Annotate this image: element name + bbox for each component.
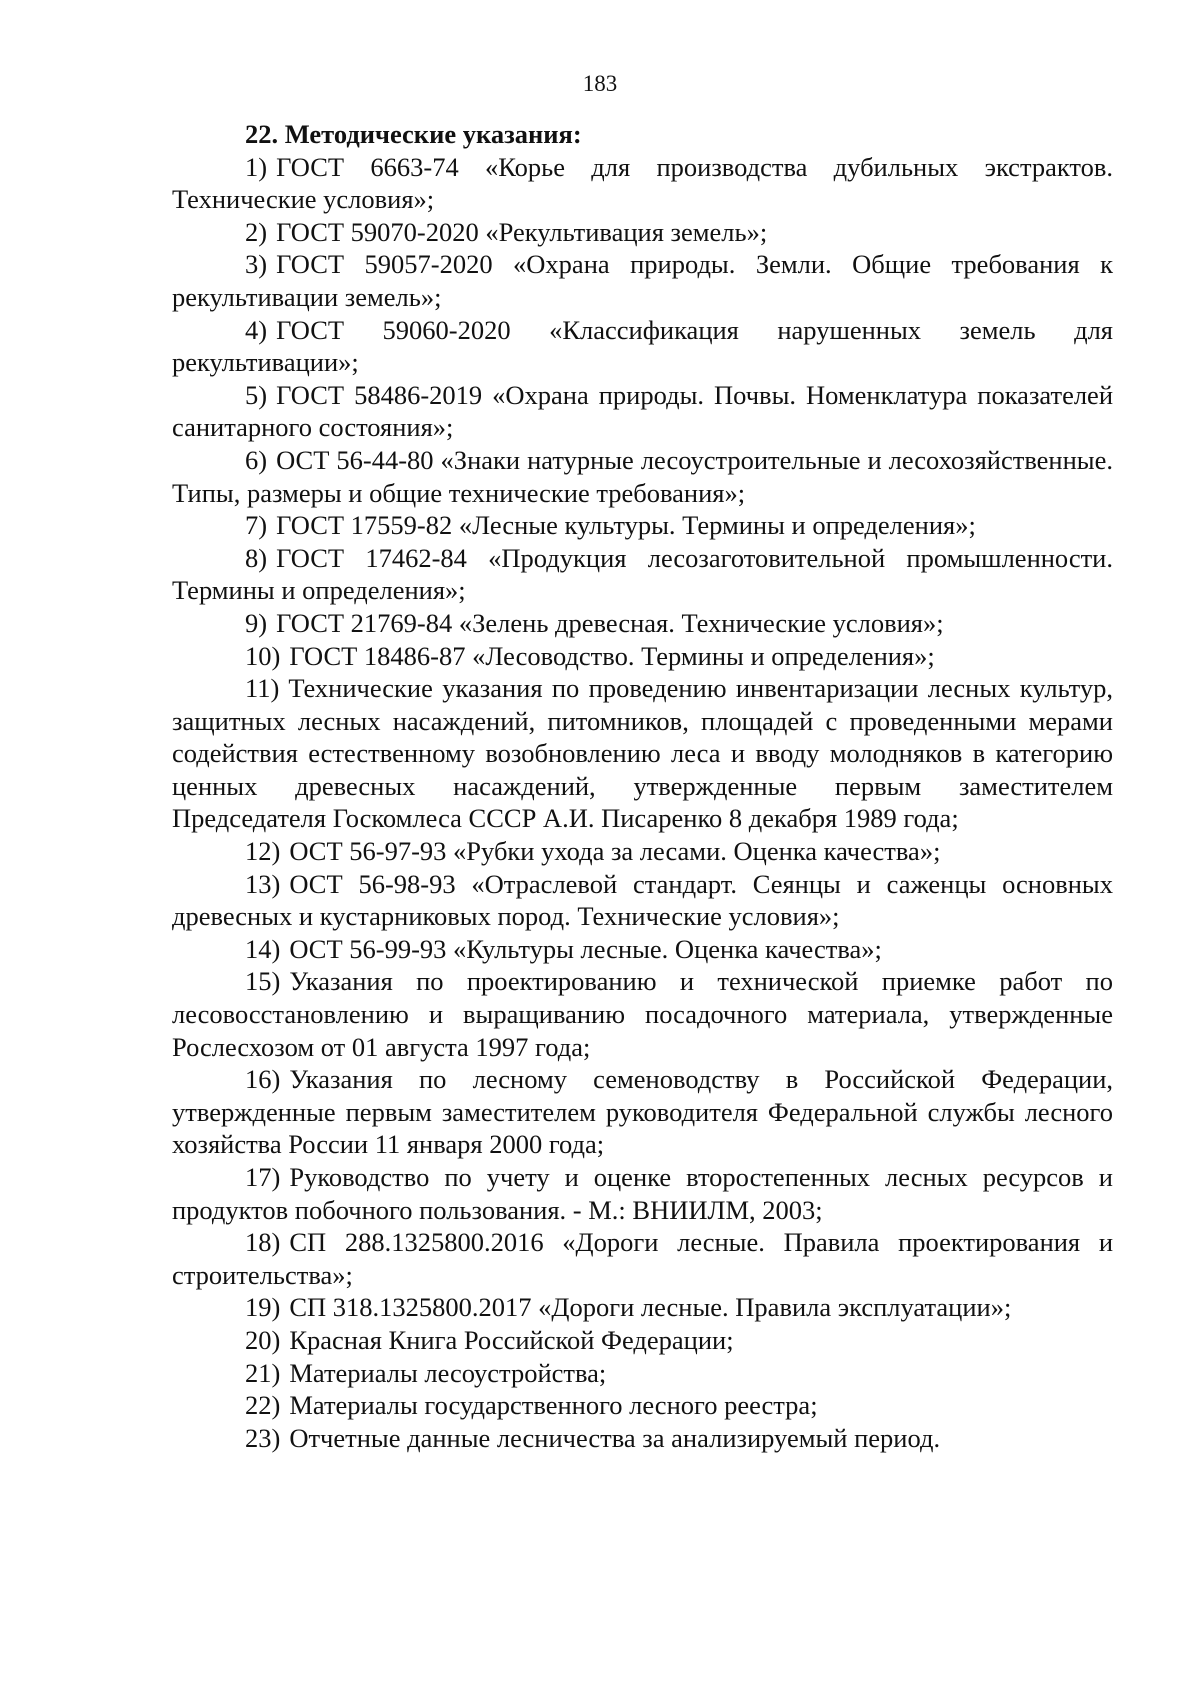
reference-list — [172, 151, 1113, 1455]
item-number: 19) — [245, 1292, 281, 1323]
item-text: Руководство по учету и оценке второстепенных лесных ресурсов и продуктов побочного пользования. - М.: ВНИИЛМ, 2003; — [172, 1162, 1113, 1225]
item-number: 6) — [245, 444, 268, 475]
list-item — [172, 1324, 1113, 1357]
item-text: ОСТ 56-97-93 «Рубки ухода за лесами. Оценка качества»; — [289, 836, 941, 867]
list-item — [172, 1161, 1113, 1226]
item-number: 9) — [245, 607, 268, 638]
item-text: ГОСТ 6663-74 «Корье для производства дубильных экстрактов. Технические условия»; — [172, 151, 1113, 215]
list-item — [172, 248, 1113, 313]
item-text: ГОСТ 59060-2020 «Классификация нарушенных земель для рекультивации»; — [172, 314, 1113, 378]
item-text: Указания по проектированию и технической приемке работ по лесовосстановлению и выращиванию посадочного материала, утвержденные Рослесхозом от 01 августа 1997 года; — [172, 966, 1113, 1062]
item-text: ОСТ 56-98-93 «Отраслевой стандарт. Сеянцы и саженцы основных древесных и кустарниковых пород. Технические условия»; — [172, 868, 1113, 932]
section-heading: 22. Методические указания: — [245, 119, 582, 149]
list-item — [172, 1291, 1113, 1324]
item-number: 11) — [245, 673, 280, 704]
item-text: ОСТ 56-99-93 «Культуры лесные. Оценка качества»; — [289, 933, 882, 964]
item-text: ГОСТ 17559-82 «Лесные культуры. Термины и определения»; — [276, 510, 976, 541]
list-item — [172, 607, 1113, 640]
item-text: ГОСТ 58486-2019 «Охрана природы. Почвы. Номенклатура показателей санитарного состояния»; — [172, 379, 1113, 443]
item-number: 14) — [245, 933, 281, 964]
item-text: Красная Книга Российской Федерации; — [289, 1324, 734, 1355]
item-number: 21) — [245, 1357, 281, 1388]
item-number: 2) — [245, 216, 268, 247]
item-number: 23) — [245, 1422, 281, 1453]
list-item — [172, 1357, 1113, 1390]
item-text: Указания по лесному семеноводству в Российской Федерации, утвержденные первым заместителем руководителя Федеральной службы лесного хозяйства России 11 января 2000 года; — [172, 1064, 1113, 1160]
item-text: Отчетные данные лесничества за анализируемый период. — [289, 1422, 941, 1453]
list-item — [172, 640, 1113, 673]
list-item — [172, 444, 1113, 509]
item-text: ГОСТ 21769-84 «Зелень древесная. Технические условия»; — [276, 607, 944, 638]
item-number: 13) — [245, 868, 281, 899]
list-item — [172, 1063, 1113, 1161]
item-text: Материалы лесоустройства; — [289, 1357, 607, 1388]
item-number: 20) — [245, 1324, 281, 1355]
document-body — [172, 118, 1113, 1454]
list-item — [172, 1389, 1113, 1422]
item-number: 10) — [245, 640, 281, 671]
item-text: ГОСТ 18486-87 «Лесоводство. Термины и определения»; — [289, 640, 935, 671]
item-text: Технические указания по проведению инвентаризации лесных культур, защитных лесных насаждений, питомников, площадей с проведенными мерами содействия естественному возобновлению леса и вводу молодняков в категорию ценных древесных насаждений, утвержденные первым заместителем Председателя Госкомлеса СССР А.И. Писаренко 8 декабря 1989 года; — [172, 673, 1113, 834]
item-text: ГОСТ 59070-2020 «Рекультивация земель»; — [276, 216, 768, 247]
item-number: 16) — [245, 1064, 281, 1095]
list-item — [172, 509, 1113, 542]
item-number: 15) — [245, 966, 281, 997]
list-item — [172, 933, 1113, 966]
list-item — [172, 1226, 1113, 1291]
list-item — [172, 216, 1113, 249]
item-number: 22) — [245, 1390, 281, 1421]
page-number: 183 — [582, 71, 618, 96]
list-item — [172, 542, 1113, 607]
item-number: 5) — [245, 379, 268, 410]
item-text: ГОСТ 17462-84 «Продукция лесозаготовительной промышленности. Термины и определения»; — [172, 542, 1113, 606]
item-number: 7) — [245, 510, 268, 541]
item-text: СП 318.1325800.2017 «Дороги лесные. Правила эксплуатации»; — [289, 1292, 1012, 1323]
list-item — [172, 314, 1113, 379]
item-number: 3) — [245, 249, 268, 280]
list-item — [172, 965, 1113, 1063]
item-text: Материалы государственного лесного реестра; — [289, 1390, 818, 1421]
list-item — [172, 379, 1113, 444]
item-number: 8) — [245, 542, 268, 573]
item-number: 17) — [245, 1162, 281, 1192]
item-number: 12) — [245, 836, 281, 867]
item-number: 18) — [245, 1227, 281, 1258]
list-item — [172, 672, 1113, 835]
item-text: ГОСТ 59057-2020 «Охрана природы. Земли. Общие требования к рекультивации земель»; — [172, 249, 1113, 312]
list-item — [172, 868, 1113, 933]
item-text: СП 288.1325800.2016 «Дороги лесные. Правила проектирования и строительства»; — [172, 1227, 1113, 1290]
item-number: 4) — [245, 314, 268, 345]
list-item — [172, 151, 1113, 216]
item-text: ОСТ 56-44-80 «Знаки натурные лесоустроительные и лесохозяйственные. Типы, размеры и общие технические требования»; — [172, 444, 1113, 508]
item-number: 1) — [245, 151, 268, 182]
list-item — [172, 1422, 1113, 1455]
list-item — [172, 835, 1113, 868]
